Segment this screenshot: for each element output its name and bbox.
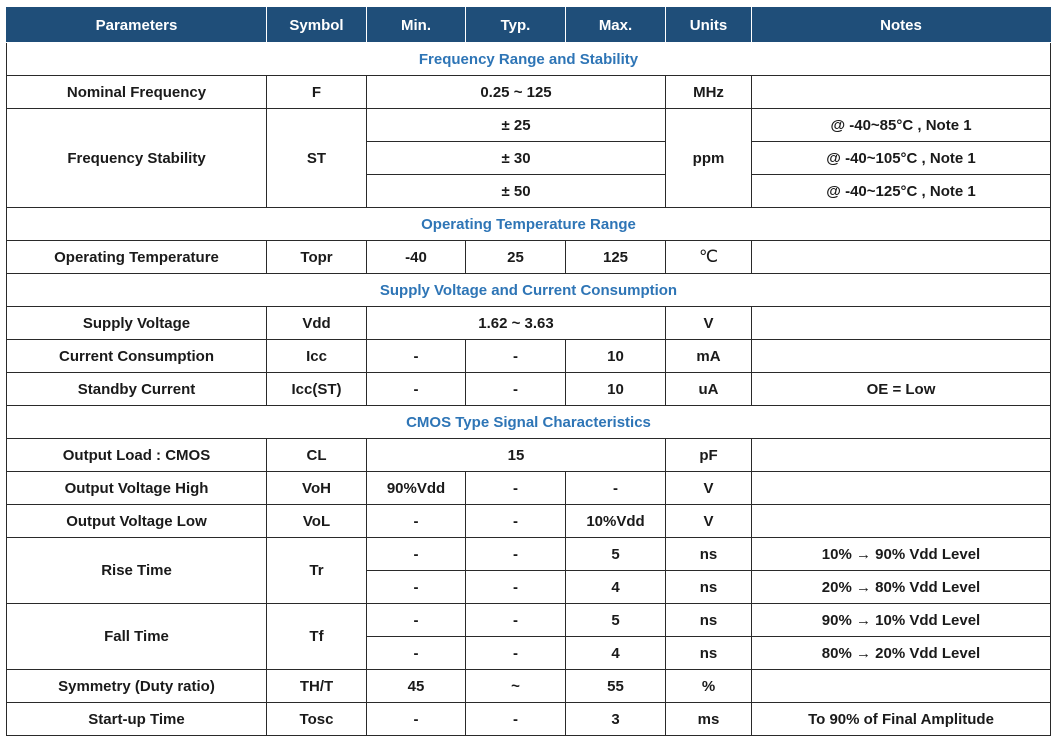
note-cell: 80% → 20% Vdd Level bbox=[752, 637, 1051, 670]
note-cell: 90% → 10% Vdd Level bbox=[752, 604, 1051, 637]
note-cell bbox=[752, 505, 1051, 538]
note-cell bbox=[752, 241, 1051, 274]
min-cell: - bbox=[367, 505, 466, 538]
symbol-cell: F bbox=[267, 76, 367, 109]
units-cell: ns bbox=[666, 637, 752, 670]
symbol-cell: Tosc bbox=[267, 703, 367, 736]
table-row bbox=[7, 109, 1051, 142]
spec-table bbox=[6, 7, 1051, 736]
max-cell: 4 bbox=[566, 571, 666, 604]
max-cell: 125 bbox=[566, 241, 666, 274]
param-cell: Fall Time bbox=[7, 604, 267, 670]
note-cell: To 90% of Final Amplitude bbox=[752, 703, 1051, 736]
max-cell: 10 bbox=[566, 373, 666, 406]
table-row bbox=[7, 670, 1051, 703]
table-row bbox=[7, 703, 1051, 736]
max-cell: 5 bbox=[566, 604, 666, 637]
section-row bbox=[7, 406, 1051, 439]
param-cell: Current Consumption bbox=[7, 340, 267, 373]
max-cell: 3 bbox=[566, 703, 666, 736]
units-cell: ℃ bbox=[666, 241, 752, 274]
min-cell: 90%Vdd bbox=[367, 472, 466, 505]
units-cell: % bbox=[666, 670, 752, 703]
table-row bbox=[7, 604, 1051, 637]
units-cell: ns bbox=[666, 604, 752, 637]
table-row bbox=[7, 373, 1051, 406]
min-cell: - bbox=[367, 340, 466, 373]
header-symbol: Symbol bbox=[267, 8, 367, 43]
units-cell: ms bbox=[666, 703, 752, 736]
min-cell: - bbox=[367, 373, 466, 406]
min-cell: - bbox=[367, 571, 466, 604]
min-cell: -40 bbox=[367, 241, 466, 274]
value-cell: 15 bbox=[367, 439, 666, 472]
typ-cell: - bbox=[466, 373, 566, 406]
section-title: Supply Voltage and Current Consumption bbox=[7, 274, 1051, 307]
max-cell: 10 bbox=[566, 340, 666, 373]
table-row bbox=[7, 505, 1051, 538]
table-row bbox=[7, 439, 1051, 472]
value-cell: 0.25 ~ 125 bbox=[367, 76, 666, 109]
param-cell: Output Voltage Low bbox=[7, 505, 267, 538]
section-row bbox=[7, 208, 1051, 241]
typ-cell: - bbox=[466, 472, 566, 505]
header-typ: Typ. bbox=[466, 8, 566, 43]
symbol-cell: ST bbox=[267, 109, 367, 208]
symbol-cell: Tf bbox=[267, 604, 367, 670]
note-cell: @ -40~85°C , Note 1 bbox=[752, 109, 1051, 142]
section-row bbox=[7, 43, 1051, 76]
note-cell: @ -40~125°C , Note 1 bbox=[752, 175, 1051, 208]
note-cell bbox=[752, 307, 1051, 340]
note-cell bbox=[752, 472, 1051, 505]
symbol-cell: TH/T bbox=[267, 670, 367, 703]
header-max: Max. bbox=[566, 8, 666, 43]
header-min: Min. bbox=[367, 8, 466, 43]
typ-cell: ~ bbox=[466, 670, 566, 703]
note-cell bbox=[752, 76, 1051, 109]
note-cell: OE = Low bbox=[752, 373, 1051, 406]
units-cell: mA bbox=[666, 340, 752, 373]
max-cell: 4 bbox=[566, 637, 666, 670]
table-row bbox=[7, 340, 1051, 373]
param-cell: Symmetry (Duty ratio) bbox=[7, 670, 267, 703]
param-cell: Supply Voltage bbox=[7, 307, 267, 340]
units-cell: ppm bbox=[666, 109, 752, 208]
min-cell: - bbox=[367, 637, 466, 670]
typ-cell: 25 bbox=[466, 241, 566, 274]
typ-cell: - bbox=[466, 538, 566, 571]
param-cell: Start-up Time bbox=[7, 703, 267, 736]
symbol-cell: VoH bbox=[267, 472, 367, 505]
symbol-cell: CL bbox=[267, 439, 367, 472]
symbol-cell: Vdd bbox=[267, 307, 367, 340]
units-cell: ns bbox=[666, 571, 752, 604]
value-cell: ± 25 bbox=[367, 109, 666, 142]
table-row bbox=[7, 241, 1051, 274]
symbol-cell: Tr bbox=[267, 538, 367, 604]
max-cell: 55 bbox=[566, 670, 666, 703]
table-row bbox=[7, 538, 1051, 571]
section-row bbox=[7, 274, 1051, 307]
note-cell: 10% → 90% Vdd Level bbox=[752, 538, 1051, 571]
header-units: Units bbox=[666, 8, 752, 43]
note-cell: 20% → 80% Vdd Level bbox=[752, 571, 1051, 604]
param-cell: Output Load : CMOS bbox=[7, 439, 267, 472]
typ-cell: - bbox=[466, 340, 566, 373]
header-notes: Notes bbox=[752, 8, 1051, 43]
units-cell: V bbox=[666, 472, 752, 505]
value-cell: ± 50 bbox=[367, 175, 666, 208]
min-cell: - bbox=[367, 538, 466, 571]
note-cell: @ -40~105°C , Note 1 bbox=[752, 142, 1051, 175]
section-title: CMOS Type Signal Characteristics bbox=[7, 406, 1051, 439]
note-cell bbox=[752, 439, 1051, 472]
symbol-cell: Icc bbox=[267, 340, 367, 373]
section-title: Frequency Range and Stability bbox=[7, 43, 1051, 76]
section-title: Operating Temperature Range bbox=[7, 208, 1051, 241]
typ-cell: - bbox=[466, 703, 566, 736]
typ-cell: - bbox=[466, 505, 566, 538]
table-row bbox=[7, 76, 1051, 109]
table-row bbox=[7, 472, 1051, 505]
param-cell: Operating Temperature bbox=[7, 241, 267, 274]
header-row bbox=[7, 8, 1051, 43]
symbol-cell: Icc(ST) bbox=[267, 373, 367, 406]
param-cell: Frequency Stability bbox=[7, 109, 267, 208]
min-cell: - bbox=[367, 604, 466, 637]
typ-cell: - bbox=[466, 571, 566, 604]
note-cell bbox=[752, 340, 1051, 373]
value-cell: ± 30 bbox=[367, 142, 666, 175]
min-cell: - bbox=[367, 703, 466, 736]
units-cell: MHz bbox=[666, 76, 752, 109]
units-cell: V bbox=[666, 307, 752, 340]
symbol-cell: VoL bbox=[267, 505, 367, 538]
max-cell: 5 bbox=[566, 538, 666, 571]
units-cell: uA bbox=[666, 373, 752, 406]
param-cell: Nominal Frequency bbox=[7, 76, 267, 109]
typ-cell: - bbox=[466, 637, 566, 670]
table-row bbox=[7, 307, 1051, 340]
param-cell: Output Voltage High bbox=[7, 472, 267, 505]
units-cell: pF bbox=[666, 439, 752, 472]
param-cell: Standby Current bbox=[7, 373, 267, 406]
units-cell: ns bbox=[666, 538, 752, 571]
max-cell: - bbox=[566, 472, 666, 505]
max-cell: 10%Vdd bbox=[566, 505, 666, 538]
value-cell: 1.62 ~ 3.63 bbox=[367, 307, 666, 340]
typ-cell: - bbox=[466, 604, 566, 637]
note-cell bbox=[752, 670, 1051, 703]
header-parameters: Parameters bbox=[7, 8, 267, 43]
param-cell: Rise Time bbox=[7, 538, 267, 604]
symbol-cell: Topr bbox=[267, 241, 367, 274]
min-cell: 45 bbox=[367, 670, 466, 703]
units-cell: V bbox=[666, 505, 752, 538]
